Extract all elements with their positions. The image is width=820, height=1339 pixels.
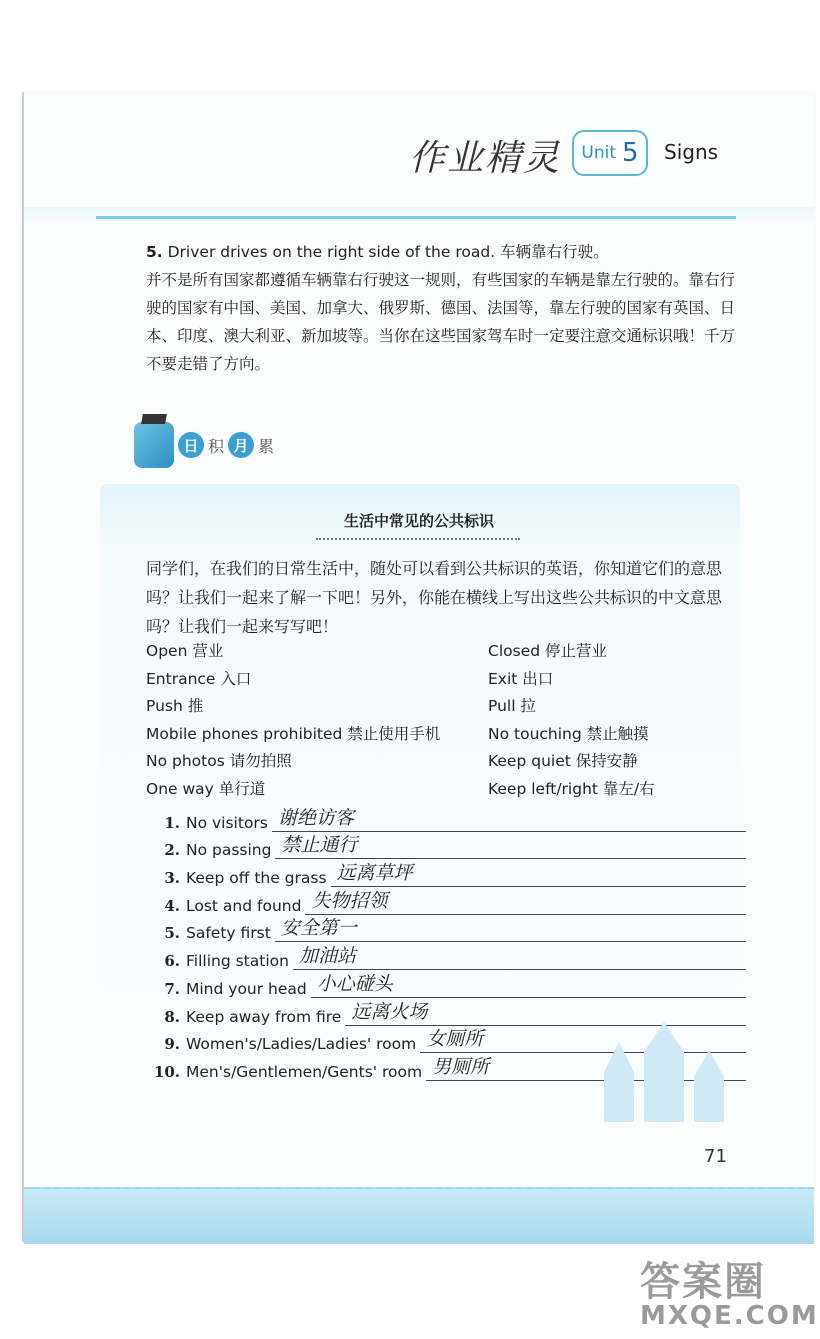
exercise-prompt: Safety first bbox=[186, 924, 271, 943]
unit-number: 5 bbox=[622, 138, 639, 168]
header-divider bbox=[96, 216, 736, 219]
site-logo bbox=[640, 1250, 819, 1335]
logo-english: MXQE.COM bbox=[640, 1301, 819, 1331]
sign-item: No photos 请勿拍照 bbox=[146, 752, 292, 770]
reading-item bbox=[146, 238, 736, 266]
section-header bbox=[134, 422, 274, 468]
unit-badge bbox=[572, 130, 648, 176]
answer-line[interactable] bbox=[272, 806, 746, 832]
title-underline bbox=[316, 532, 520, 540]
sign-item: Mobile phones prohibited 禁止使用手机 bbox=[146, 724, 441, 743]
exercise-number: 3. bbox=[164, 869, 180, 888]
answer-line[interactable] bbox=[275, 834, 746, 859]
section-char-1: 积 bbox=[208, 436, 225, 456]
sign-item: Closed 停止营业 bbox=[488, 642, 607, 660]
answer-line[interactable] bbox=[311, 972, 746, 998]
logo-chinese: 答案圈 bbox=[640, 1259, 766, 1305]
exercise-number: 10. bbox=[153, 1062, 180, 1081]
handwritten-answer: 加油站 bbox=[298, 945, 356, 968]
exercise-row bbox=[146, 804, 746, 832]
handwritten-answer: 禁止通行 bbox=[281, 834, 358, 857]
exercise-row bbox=[146, 887, 746, 915]
exercise-prompt: Women's/Ladies/Ladies' room bbox=[186, 1035, 417, 1054]
handwritten-answer: 安全第一 bbox=[280, 917, 357, 940]
answer-line[interactable] bbox=[275, 917, 746, 942]
castle-illustration bbox=[584, 1022, 744, 1122]
exercise-prompt: Mind your head bbox=[186, 979, 307, 998]
handwritten-header: 作业精灵 bbox=[409, 138, 562, 179]
reading-item-chinese: 车辆靠右行驶。 bbox=[500, 243, 609, 261]
exercise-number: 1. bbox=[164, 813, 180, 832]
exercise-prompt: Lost and found bbox=[186, 896, 302, 915]
section-char-2: 累 bbox=[258, 436, 275, 456]
sign-item: Pull 拉 bbox=[488, 697, 536, 715]
signs-list-right bbox=[488, 638, 655, 803]
exercise-number: 6. bbox=[164, 952, 180, 971]
handwritten-answer: 远离火场 bbox=[351, 1000, 428, 1023]
exercise-prompt: No visitors bbox=[186, 813, 268, 832]
exercise-row bbox=[146, 942, 746, 970]
section-badge-1: 日 bbox=[178, 432, 204, 458]
exercise-prompt: Keep off the grass bbox=[186, 869, 327, 888]
page-number: 71 bbox=[704, 1146, 727, 1167]
panel-title: 生活中常见的公共标识 bbox=[343, 512, 494, 530]
exercise-prompt: Men's/Gentlemen/Gents' room bbox=[186, 1062, 423, 1081]
sign-item: Keep quiet 保持安静 bbox=[488, 752, 638, 770]
mascot-icon bbox=[134, 422, 174, 468]
exercise-row bbox=[146, 859, 746, 887]
sign-item: Exit 出口 bbox=[488, 669, 554, 688]
handwritten-answer: 小心碰头 bbox=[316, 972, 393, 995]
handwritten-answer: 远离草坪 bbox=[336, 862, 413, 885]
signs-list-left bbox=[146, 638, 440, 803]
sign-item: Entrance 入口 bbox=[146, 669, 252, 688]
sign-item: Push 推 bbox=[146, 697, 204, 715]
handwritten-answer: 谢绝访客 bbox=[277, 806, 354, 829]
sign-item: One way 单行道 bbox=[146, 779, 266, 798]
handwritten-answer: 女厕所 bbox=[426, 1028, 484, 1051]
exercise-row bbox=[146, 970, 746, 998]
footer-wave bbox=[24, 1187, 814, 1244]
unit-label: Unit bbox=[581, 143, 617, 163]
exercise-prompt: No passing bbox=[186, 841, 272, 860]
exercise-row bbox=[146, 832, 746, 860]
handwritten-answer: 男厕所 bbox=[432, 1055, 490, 1078]
exercise-row bbox=[146, 915, 746, 943]
panel-intro: 同学们，在我们的日常生活中，随处可以看到公共标识的英语，你知道它们的意思吗？让我们一起来了解一下吧！另外，你能在横线上写出这些公共标识的中文意思吗？让我们一起来写写吧！ bbox=[146, 559, 723, 636]
exercise-number: 5. bbox=[164, 924, 180, 943]
sign-item: No touching 禁止触摸 bbox=[488, 724, 649, 743]
workbook-page bbox=[22, 92, 814, 1242]
sign-item: Open 营业 bbox=[146, 642, 224, 660]
exercise-prompt: Keep away from fire bbox=[186, 1007, 342, 1026]
unit-title: Signs bbox=[664, 140, 719, 164]
exercise-number: 4. bbox=[164, 896, 180, 915]
reading-item-number: 5. bbox=[146, 243, 163, 261]
answer-line[interactable] bbox=[331, 862, 746, 887]
answer-line[interactable] bbox=[305, 889, 746, 915]
exercise-number: 7. bbox=[164, 979, 180, 998]
exercise-number: 8. bbox=[164, 1007, 180, 1026]
reading-item-english: Driver drives on the right side of the road. bbox=[167, 243, 496, 261]
answer-line[interactable] bbox=[293, 945, 746, 970]
exercise-number: 9. bbox=[164, 1035, 180, 1054]
sign-item: Keep left/right 靠左/右 bbox=[488, 779, 655, 798]
section-badge-2: 月 bbox=[228, 432, 254, 458]
reading-explanation: 并不是所有国家都遵循车辆靠右行驶这一规则，有些国家的车辆是靠左行驶的。靠右行驶的国家有中国、美国、加拿大、俄罗斯、德国、法国等，靠左行驶的国家有英国、日本、印度、澳大利亚、新加坡等。当你在这些国家驾车时一定要注意交通标识哦！千万不要走错了方向。 bbox=[146, 271, 736, 373]
handwritten-answer: 失物招领 bbox=[311, 889, 388, 912]
exercise-prompt: Filling station bbox=[186, 952, 289, 971]
exercise-number: 2. bbox=[164, 841, 180, 860]
